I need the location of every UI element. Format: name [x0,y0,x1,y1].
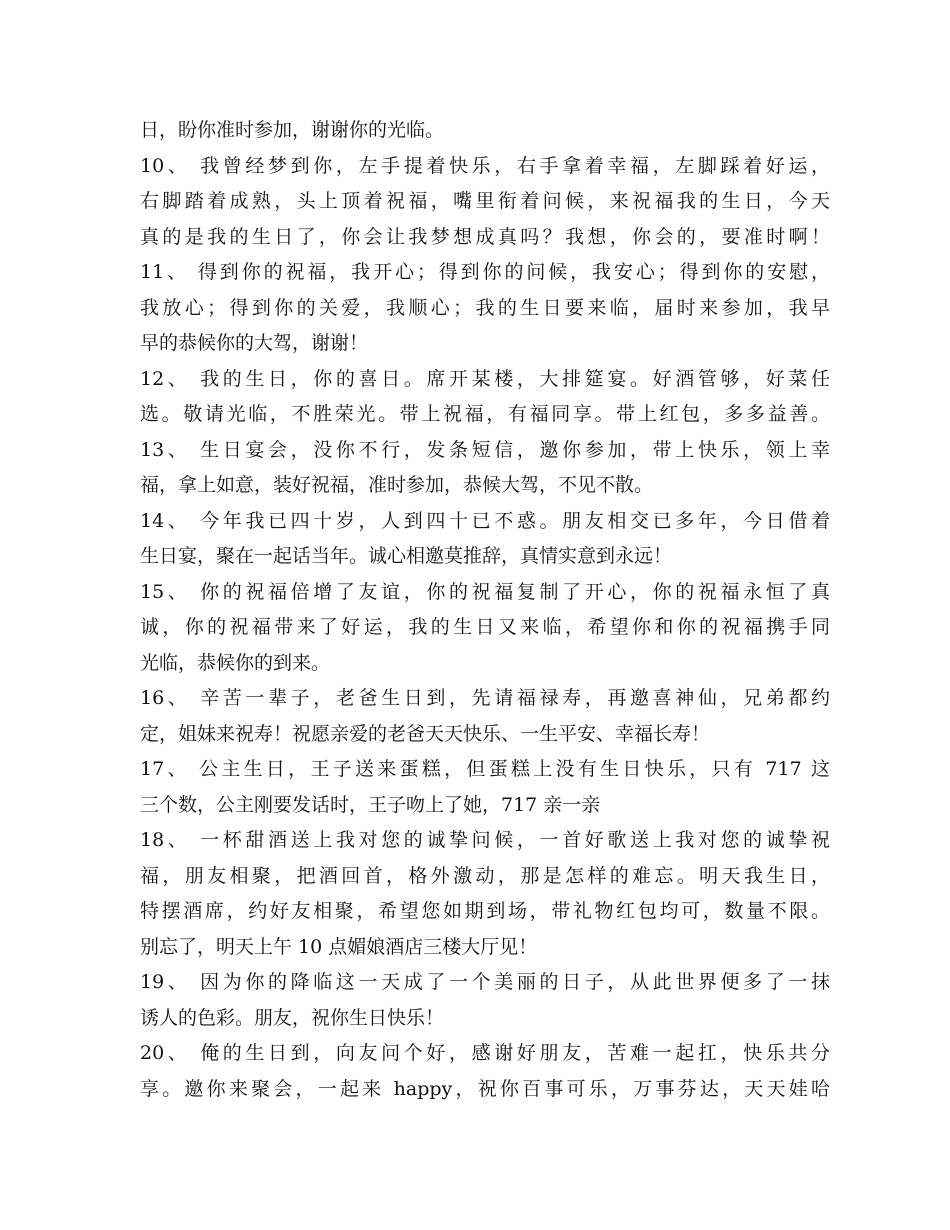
text-line: 别忘了，明天上午 10 点媚娘酒店三楼大厅见！ [140,935,538,958]
text-line: 17、 公主生日，王子送来蛋糕，但蛋糕上没有生日快乐，只有 717 这 [140,758,830,780]
text-line: 三个数，公主刚要发话时，王子吻上了她，717 亲一亲 [140,793,601,816]
text-line: 特摆酒席，约好友相聚，希望您如期到场，带礼物红包均可，数量不限。 [140,900,830,922]
text-line: 生日宴，聚在一起话当年。诚心相邀莫推辞，真情实意到永远！ [140,545,673,567]
text-line: 诚，你的祝福带来了好运，我的生日又来临，希望你和你的祝福携手同 [140,616,830,638]
text-line: 13、 生日宴会，没你不行，发条短信，邀你参加，带上快乐，领上幸 [140,438,830,461]
text-line: 定，姐妹来祝寿！祝愿亲爱的老爸天天快乐、一生平安、幸福长寿！ [140,722,711,745]
text-line: 日，盼你准时参加，谢谢你的光临。 [140,119,445,141]
text-line: 真的是我的生日了，你会让我梦想成真吗？我想，你会的，要准时啊！ [140,225,830,248]
document-body [140,113,830,1107]
text-line: 12、 我的生日，你的喜日。席开某楼，大排筵宴。好酒管够，好菜任 [140,367,830,390]
text-line: 20、 俺的生日到，向友问个好，感谢好朋友，苦难一起扛，快乐共分 [140,1042,830,1064]
text-line: 选。敬请光临，不胜荣光。带上祝福，有福同享。带上红包，多多益善。 [140,403,830,425]
text-line: 15、 你的祝福倍增了友谊，你的祝福复制了开心，你的祝福永恒了真 [140,580,830,603]
text-line: 14、 今年我已四十岁，人到四十已不惑。朋友相交已多年，今日借着 [140,509,830,532]
text-line: 早的恭候你的大驾，谢谢！ [140,332,369,354]
text-line: 11、 得到你的祝福，我开心；得到你的问候，我安心；得到你的安慰， [140,261,830,283]
text-line: 右脚踏着成熟，头上顶着祝福，嘴里衔着问候，来祝福我的生日，今天 [140,190,830,212]
text-line: 18、 一杯甜酒送上我对您的诚挚问候，一首好歌送上我对您的诚挚祝 [140,829,830,851]
text-line: 10、 我曾经梦到你，左手提着快乐，右手拿着幸福，左脚踩着好运， [140,154,830,177]
text-line: 我放心；得到你的关爱，我顺心；我的生日要来临，届时来参加，我早 [140,296,830,319]
text-line: 诱人的色彩。朋友，祝你生日快乐！ [140,1006,445,1029]
text-line: 福，拿上如意，装好祝福，准时参加，恭候大驾，不见不散。 [140,474,654,496]
text-line: 光临，恭候你的到来。 [140,651,331,674]
text-line: 福，朋友相聚，把酒回首，格外激动，那是怎样的难忘。明天我生日， [140,864,830,887]
text-line: 19、 因为你的降临这一天成了一个美丽的日子，从此世界便多了一抹 [140,971,830,993]
text-line: 享。邀你来聚会，一起来 happy，祝你百事可乐，万事芬达，天天娃哈 [140,1077,830,1100]
text-line: 16、 辛苦一辈子，老爸生日到，先请福禄寿，再邀喜神仙，兄弟都约 [140,687,830,709]
